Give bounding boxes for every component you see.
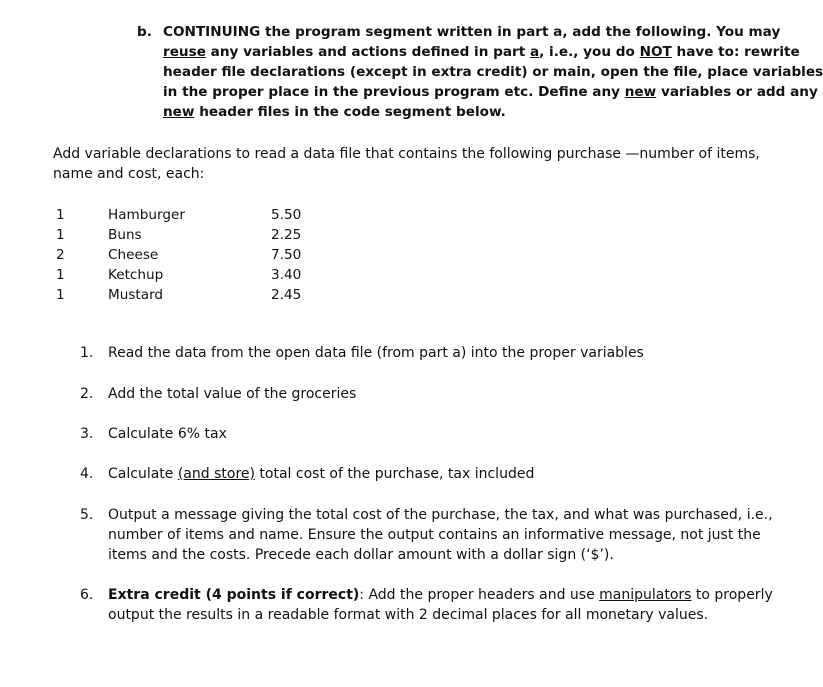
step-number: 2. (80, 386, 94, 402)
step-5-line-1: Output a message giving the total cost of the purchase, the tax, and what was purchased, i.e., (108, 507, 773, 523)
purchase-row (0, 205, 320, 225)
step-text: Calculate 6% tax (108, 426, 227, 442)
purchase-cost: 3.40 (271, 267, 302, 283)
purchase-qty: 1 (56, 267, 65, 283)
intro-line-2: name and cost, each: (53, 166, 205, 182)
step-number: 6. (80, 587, 94, 603)
step-number: 5. (80, 507, 94, 523)
intro-paragraph (53, 144, 773, 184)
step-number: 4. (80, 466, 94, 482)
purchase-row (0, 225, 320, 245)
step-text: Add the total value of the groceries (108, 386, 357, 402)
purchase-qty: 1 (56, 207, 65, 223)
underlined-manipulators: manipulators (599, 587, 692, 603)
underlined-new-2: new (163, 104, 195, 120)
question-label: b. (137, 24, 152, 40)
step-text: Read the data from the open data file (from part a) into the proper variables (108, 345, 644, 361)
question-line-4-text-b: variables or add any (656, 84, 818, 100)
purchase-name: Buns (108, 227, 142, 243)
intro-line-1: Add variable declarations to read a data file that contains the following purchase —number of items, (53, 146, 760, 162)
step-text (108, 464, 768, 484)
purchase-name: Cheese (108, 247, 159, 263)
underlined-not: NOT (639, 44, 672, 60)
underlined-reuse: reuse (163, 44, 206, 60)
step-6-line-1 (108, 585, 773, 605)
question-line-2 (163, 42, 800, 62)
purchase-qty: 1 (56, 227, 65, 243)
purchase-name: Mustard (108, 287, 164, 303)
purchase-cost: 5.50 (271, 207, 302, 223)
question-line-3: header file declarations (except in extra credit) or main, open the file, place variables (163, 64, 823, 80)
step-6-line-1-text-a: : Add the proper headers and use (359, 587, 600, 603)
step-5-line-2: number of items and name. Ensure the output contains an informative message, not just the (108, 527, 761, 543)
step-6-line-2: output the results in a readable format with 2 decimal places for all monetary values. (108, 607, 709, 623)
purchase-row (0, 265, 320, 285)
purchase-row (0, 285, 320, 305)
question-line-4 (163, 82, 818, 102)
underlined-new-1: new (624, 84, 657, 100)
step-5-line-3: items and the costs. Precede each dollar amount with a dollar sign (‘$’). (108, 547, 614, 563)
purchase-qty: 2 (56, 247, 65, 263)
purchase-row (0, 245, 320, 265)
step-4-text-a: Calculate (108, 466, 178, 482)
purchase-cost: 2.25 (271, 227, 302, 243)
question-line-4-text-a: in the proper place in the previous program etc. Define any (163, 84, 625, 100)
step-6-line-1-text-b: to properly (691, 587, 773, 603)
step-4-text-b: total cost of the purchase, tax included (254, 466, 535, 482)
question-line-5-text: header files in the code segment below. (194, 104, 506, 120)
question-line-1: CONTINUING the program segment written in part a, add the following. You may (163, 24, 781, 40)
question-line-2-text-a: any variables and actions defined in part (205, 44, 530, 60)
extra-credit-label: Extra credit (4 points if correct) (108, 587, 360, 603)
step-number: 1. (80, 345, 94, 361)
question-instructions (163, 22, 823, 122)
purchase-name: Hamburger (108, 207, 185, 223)
underlined-and-store: (and store) (177, 466, 255, 482)
question-line-5 (163, 102, 777, 122)
step-number: 3. (80, 426, 94, 442)
question-line-2-text-b: , i.e., you do (539, 44, 640, 60)
question-line-2-text-c: have to: rewrite (671, 44, 800, 60)
purchase-cost: 7.50 (271, 247, 302, 263)
purchase-qty: 1 (56, 287, 65, 303)
purchase-cost: 2.45 (271, 287, 302, 303)
purchase-name: Ketchup (108, 267, 164, 283)
underlined-part-a: a (529, 44, 540, 60)
